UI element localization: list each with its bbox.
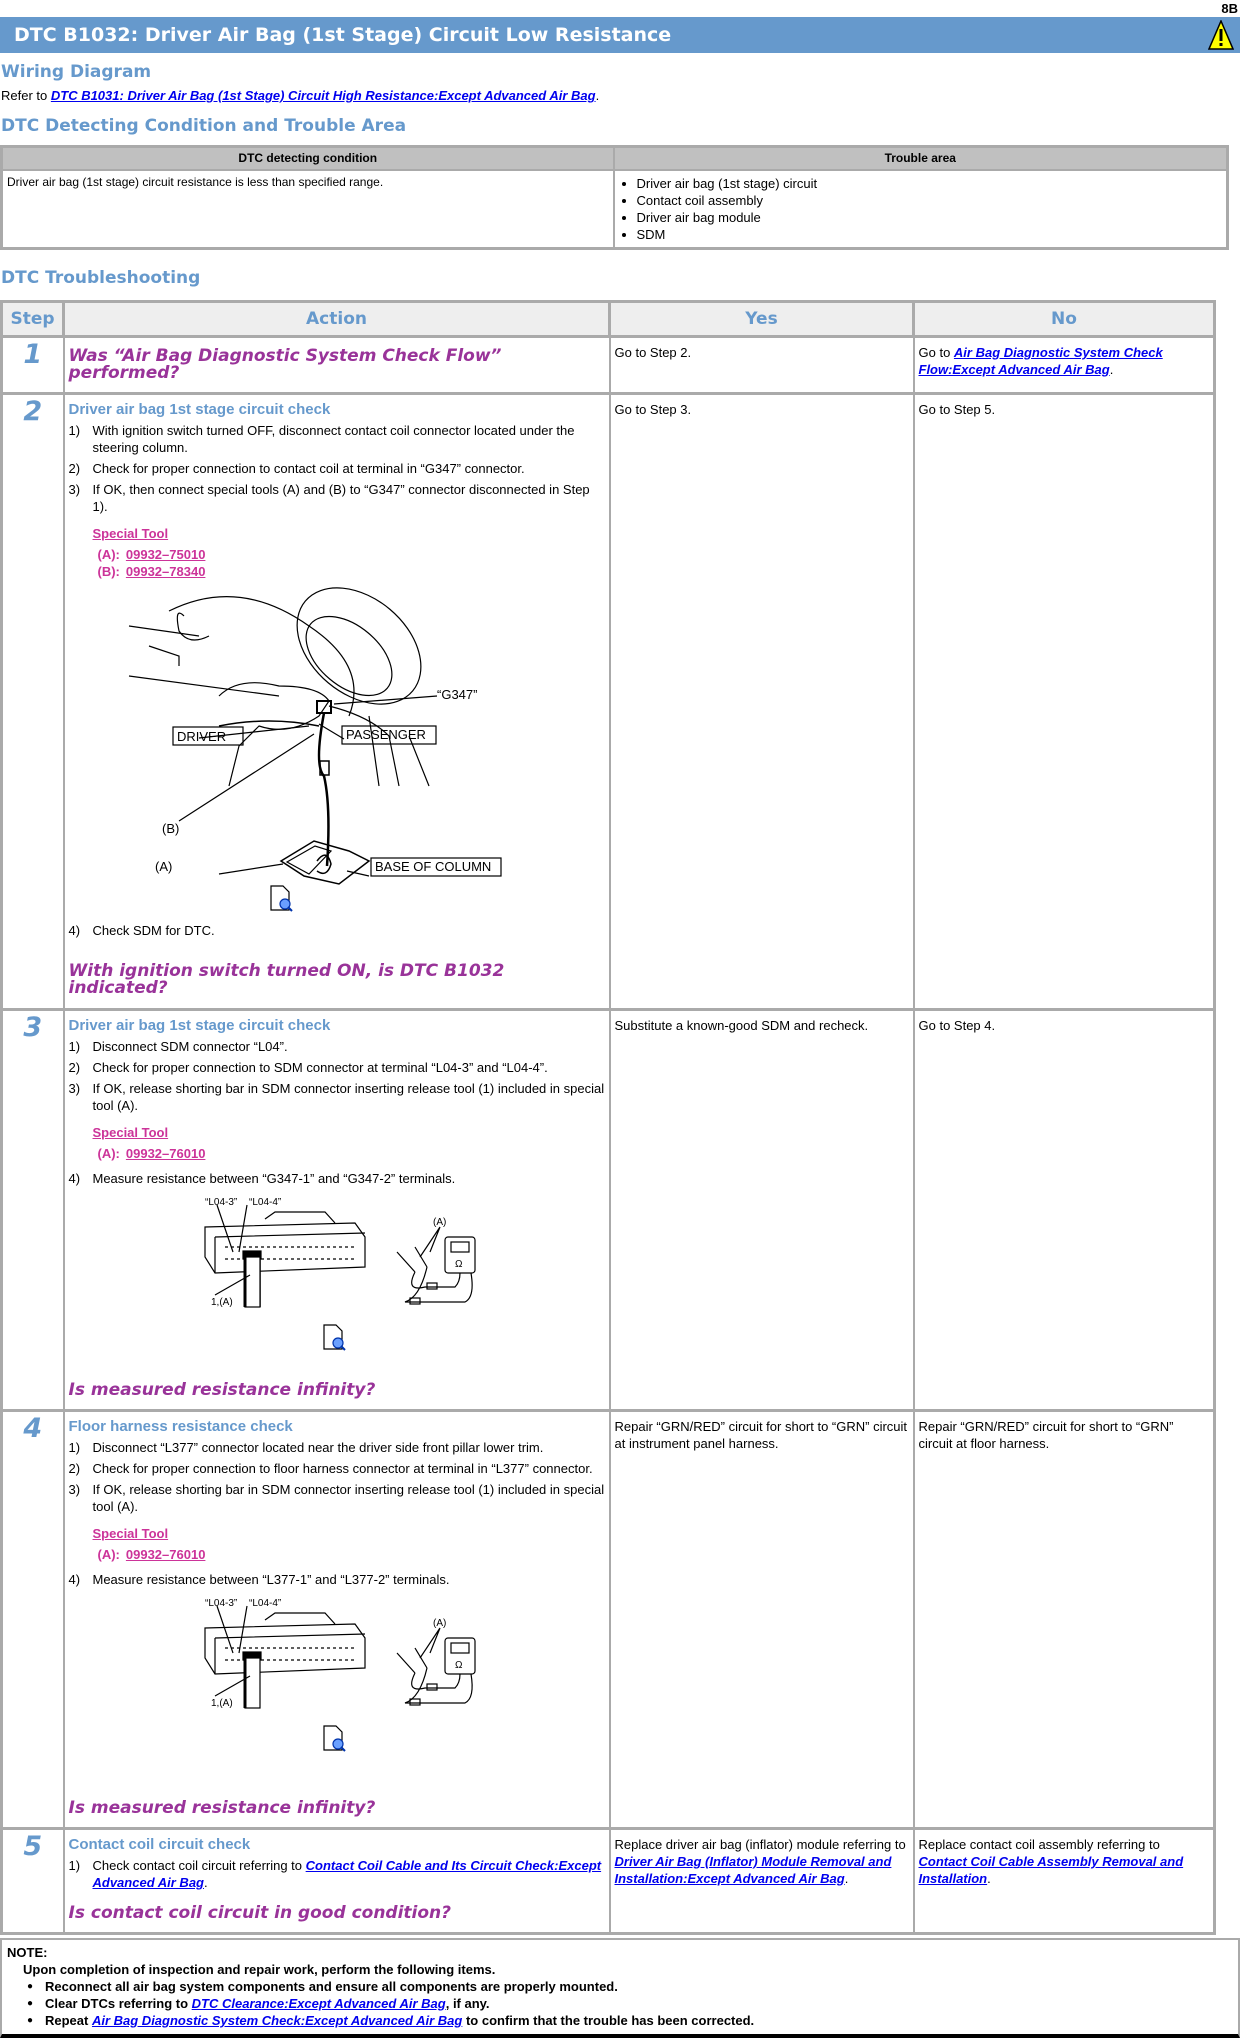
zoom-figure-icon — [324, 1726, 345, 1751]
trouble-area-item: • Contact coil assembly — [637, 192, 1223, 209]
step-question: Is measured resistance infinity? — [68, 1798, 376, 1818]
contact-coil-removal-link[interactable]: Contact Coil Cable Assembly Removal and Installation — [918, 1854, 1184, 1886]
col-action: Action — [64, 302, 610, 337]
fig-label: (A) — [154, 859, 172, 874]
special-tool-link[interactable]: Special Tool — [92, 526, 169, 541]
dtc-clearance-link[interactable]: DTC Clearance:Except Advanced Air Bag — [191, 1996, 446, 2011]
col-yes: Yes — [610, 302, 914, 337]
action-item: 3) If OK, release shorting bar in SDM connector inserting release tool (1) included in special tool (A). — [68, 1482, 605, 1514]
action-item: 1) Disconnect SDM connector “L04”. — [68, 1039, 288, 1054]
dtc-b1031-link[interactable]: DTC B1031: Driver Air Bag (1st Stage) Circuit High Resistance:Except Advanced Air Bag — [50, 88, 596, 103]
step-question: Was “Air Bag Diagnostic System Check Flow” performed? — [68, 346, 502, 383]
trouble-area-cell — [614, 170, 1228, 249]
fig-label: “L04-3” — [204, 1197, 237, 1208]
note-item: ● Reconnect all air bag system components and ensure all components are properly mounted. — [45, 1978, 1233, 1995]
page-title: DTC B1032: Driver Air Bag (1st Stage) Circuit Low Resistance — [14, 24, 672, 46]
trouble-area-item: • Driver air bag module — [637, 209, 1223, 226]
step-row-4 — [2, 1411, 1215, 1829]
troubleshooting-table — [0, 300, 1216, 1935]
tool-label: (A): — [97, 547, 120, 562]
detecting-heading: DTC Detecting Condition and Trouble Area — [1, 116, 407, 136]
fig-label: “G347” — [436, 687, 477, 702]
step-row-1 — [2, 337, 1215, 394]
step-row-2 — [2, 394, 1215, 1010]
note-intro: Upon completion of inspection and repair work, perform the following items. — [23, 1962, 496, 1977]
item-text: If OK, release shorting bar in SDM connector inserting release tool (1) included in special tool (A). — [92, 1482, 605, 1514]
diag-check-flow-link[interactable]: Air Bag Diagnostic System Check Flow:Except Advanced Air Bag — [918, 345, 1163, 377]
note-box — [0, 1938, 1240, 2038]
zoom-figure-icon — [271, 886, 292, 911]
note-text: to confirm that the trouble has been corrected. — [462, 2013, 755, 2028]
note-title: NOTE: — [7, 1945, 48, 1960]
action-cell — [64, 394, 610, 1010]
item-text: Disconnect “L377” connector located near the driver side front pillar lower trim. — [92, 1440, 544, 1455]
item-text: Check SDM for DTC. — [92, 923, 215, 938]
fig-label: “L04-3” — [204, 1598, 237, 1609]
no-suffix: . — [1109, 362, 1114, 377]
contact-coil-check-link[interactable]: Contact Coil Cable and Its Circuit Check:Except Advanced Air Bag — [92, 1858, 602, 1890]
fig-label: DRIVER — [176, 729, 226, 744]
step-question: With ignition switch turned ON, is DTC B1032 indicated? — [68, 961, 505, 998]
action-item: 1) With ignition switch turned OFF, disconnect contact coil connector located under the steering column. — [68, 423, 575, 455]
item-text: If OK, release shorting bar in SDM connector inserting release tool (1) included in special tool (A). — [92, 1081, 605, 1113]
fig-label: (A) — [432, 1618, 446, 1629]
step-row-5 — [2, 1829, 1215, 1934]
action-item: 4) Measure resistance between “G347-1” and “G347-2” terminals. — [68, 1171, 456, 1186]
tool-label: (B): — [97, 564, 120, 579]
special-tool-link[interactable]: Special Tool — [92, 1125, 169, 1140]
tool-label: (A): — [97, 1547, 120, 1562]
fig-label: (B) — [161, 821, 179, 836]
svg-text:Ω: Ω — [454, 1259, 462, 1270]
yes-cell — [610, 1829, 914, 1934]
no-cell: Repair “GRN/RED” circuit for short to “GRN” circuit at floor harness. — [914, 1411, 1215, 1829]
item-text: If OK, then connect special tools (A) and (B) to “G347” connector disconnected in Step 1). — [92, 482, 590, 514]
action-item: 2) Check for proper connection to SDM connector at terminal “L04-3” and “L04-4”. — [68, 1060, 548, 1075]
step-number: 4 — [2, 1411, 64, 1829]
action-item: 1) Check contact coil circuit referring to Contact Coil Cable and Its Circuit Check:Except Advanced Air Bag. — [68, 1858, 602, 1890]
steering-column-diagram — [69, 586, 509, 916]
item-text: Check contact coil circuit referring to — [92, 1858, 306, 1873]
item-text: With ignition switch turned OFF, disconnect contact coil connector located under the steering column. — [92, 423, 575, 455]
yes-text: Replace driver air bag (inflator) module referring to — [614, 1837, 906, 1852]
warning-icon — [1208, 20, 1234, 50]
step-question: Is measured resistance infinity? — [68, 1380, 376, 1400]
sdm-connector-diagram — [69, 1598, 509, 1753]
page-code: 8B — [1221, 1, 1238, 16]
note-text: Repeat — [45, 2013, 92, 2028]
no-text: Go to — [918, 345, 954, 360]
step-number: 2 — [2, 394, 64, 1010]
tool-code-link[interactable]: 09932–75010 — [125, 547, 206, 562]
refer-suffix: . — [595, 88, 600, 103]
wiring-reference — [1, 88, 599, 103]
action-item: 3) If OK, then connect special tools (A) and (B) to “G347” connector disconnected in Step 1). — [68, 482, 590, 514]
col-condition: DTC detecting condition — [2, 147, 614, 170]
fig-label: 1,(A) — [210, 1297, 233, 1308]
fig-label: PASSENGER — [345, 727, 426, 742]
yes-cell: Go to Step 3. — [610, 394, 914, 1010]
svg-text:Ω: Ω — [454, 1660, 462, 1671]
detecting-table — [0, 145, 1229, 250]
yes-cell: Go to Step 2. — [610, 337, 914, 394]
diag-system-check-link[interactable]: Air Bag Diagnostic System Check:Except Advanced Air Bag — [91, 2013, 463, 2028]
step-question: Is contact coil circuit in good condition? — [68, 1903, 452, 1923]
item-text: Measure resistance between “G347-1” and “G347-2” terminals. — [92, 1171, 456, 1186]
tool-label: (A): — [97, 1146, 120, 1161]
action-cell — [64, 337, 610, 394]
note-item — [45, 1995, 1233, 2012]
condition-cell: Driver air bag (1st stage) circuit resistance is less than specified range. — [2, 170, 614, 249]
wiring-heading: Wiring Diagram — [1, 62, 152, 82]
fig-label: “L04-4” — [248, 1197, 281, 1208]
troubleshooting-heading: DTC Troubleshooting — [1, 268, 201, 288]
step-row-3 — [2, 1010, 1215, 1411]
col-no: No — [914, 302, 1215, 337]
no-cell — [914, 337, 1215, 394]
trouble-area-item: • Driver air bag (1st stage) circuit — [637, 175, 1223, 192]
sdm-connector-diagram — [69, 1197, 509, 1352]
fig-label: (A) — [432, 1217, 446, 1228]
tool-code-link[interactable]: 09932–76010 — [125, 1547, 206, 1562]
yes-cell: Repair “GRN/RED” circuit for short to “GRN” circuit at instrument panel harness. — [610, 1411, 914, 1829]
note-text: , if any. — [445, 1996, 490, 2011]
action-cell — [64, 1829, 610, 1934]
special-tool-link[interactable]: Special Tool — [92, 1526, 169, 1541]
step-title: Driver air bag 1st stage circuit check — [68, 1017, 331, 1034]
item-text: Disconnect SDM connector “L04”. — [92, 1039, 288, 1054]
note-item — [45, 2012, 1233, 2029]
step-title: Driver air bag 1st stage circuit check — [68, 401, 331, 418]
action-cell — [64, 1411, 610, 1829]
yes-suffix: . — [844, 1871, 849, 1886]
tool-code-link[interactable]: 09932–76010 — [125, 1146, 206, 1161]
inflator-removal-link[interactable]: Driver Air Bag (Inflator) Module Removal and Installation:Except Advanced Air Bag — [614, 1854, 892, 1886]
item-text: Check for proper connection to SDM connector at terminal “L04-3” and “L04-4”. — [92, 1060, 548, 1075]
item-suffix: . — [204, 1875, 208, 1890]
refer-text: Refer to — [1, 88, 51, 103]
zoom-figure-icon — [324, 1325, 345, 1350]
note-text: Clear DTCs referring to — [45, 1996, 192, 2011]
item-text: Check for proper connection to floor harness connector at terminal in “L377” connector. — [92, 1461, 593, 1476]
action-cell — [64, 1010, 610, 1411]
step-number: 3 — [2, 1010, 64, 1411]
yes-cell: Substitute a known-good SDM and recheck. — [610, 1010, 914, 1411]
fig-label: “L04-4” — [248, 1598, 281, 1609]
action-item: 1) Disconnect “L377” connector located near the driver side front pillar lower trim. — [68, 1440, 544, 1455]
fig-label: BASE OF COLUMN — [374, 859, 491, 874]
step-number: 1 — [2, 337, 64, 394]
no-cell — [914, 1829, 1215, 1934]
no-text: Replace contact coil assembly referring to — [918, 1837, 1160, 1852]
col-trouble-area: Trouble area — [614, 147, 1228, 170]
no-suffix: . — [987, 1871, 991, 1886]
no-cell: Go to Step 5. — [914, 394, 1215, 1010]
trouble-area-item: • SDM — [637, 226, 1223, 243]
no-cell: Go to Step 4. — [914, 1010, 1215, 1411]
action-item: 3) If OK, release shorting bar in SDM connector inserting release tool (1) included in special tool (A). — [68, 1081, 605, 1113]
item-text: Check for proper connection to contact coil at terminal in “G347” connector. — [92, 461, 525, 476]
step-title: Floor harness resistance check — [68, 1418, 293, 1435]
action-item: 4) Check SDM for DTC. — [68, 923, 215, 938]
item-text: Measure resistance between “L377-1” and “L377-2” terminals. — [92, 1572, 450, 1587]
action-item: 2) Check for proper connection to contact coil at terminal in “G347” connector. — [68, 461, 525, 476]
fig-label: 1,(A) — [210, 1698, 233, 1709]
tool-code-link[interactable]: 09932–78340 — [125, 564, 206, 579]
col-step: Step — [2, 302, 64, 337]
action-item: 2) Check for proper connection to floor harness connector at terminal in “L377” connector. — [68, 1461, 593, 1476]
page-title-bar — [0, 17, 1240, 53]
action-item: 4) Measure resistance between “L377-1” and “L377-2” terminals. — [68, 1572, 450, 1587]
step-title: Contact coil circuit check — [68, 1836, 251, 1853]
step-number: 5 — [2, 1829, 64, 1934]
